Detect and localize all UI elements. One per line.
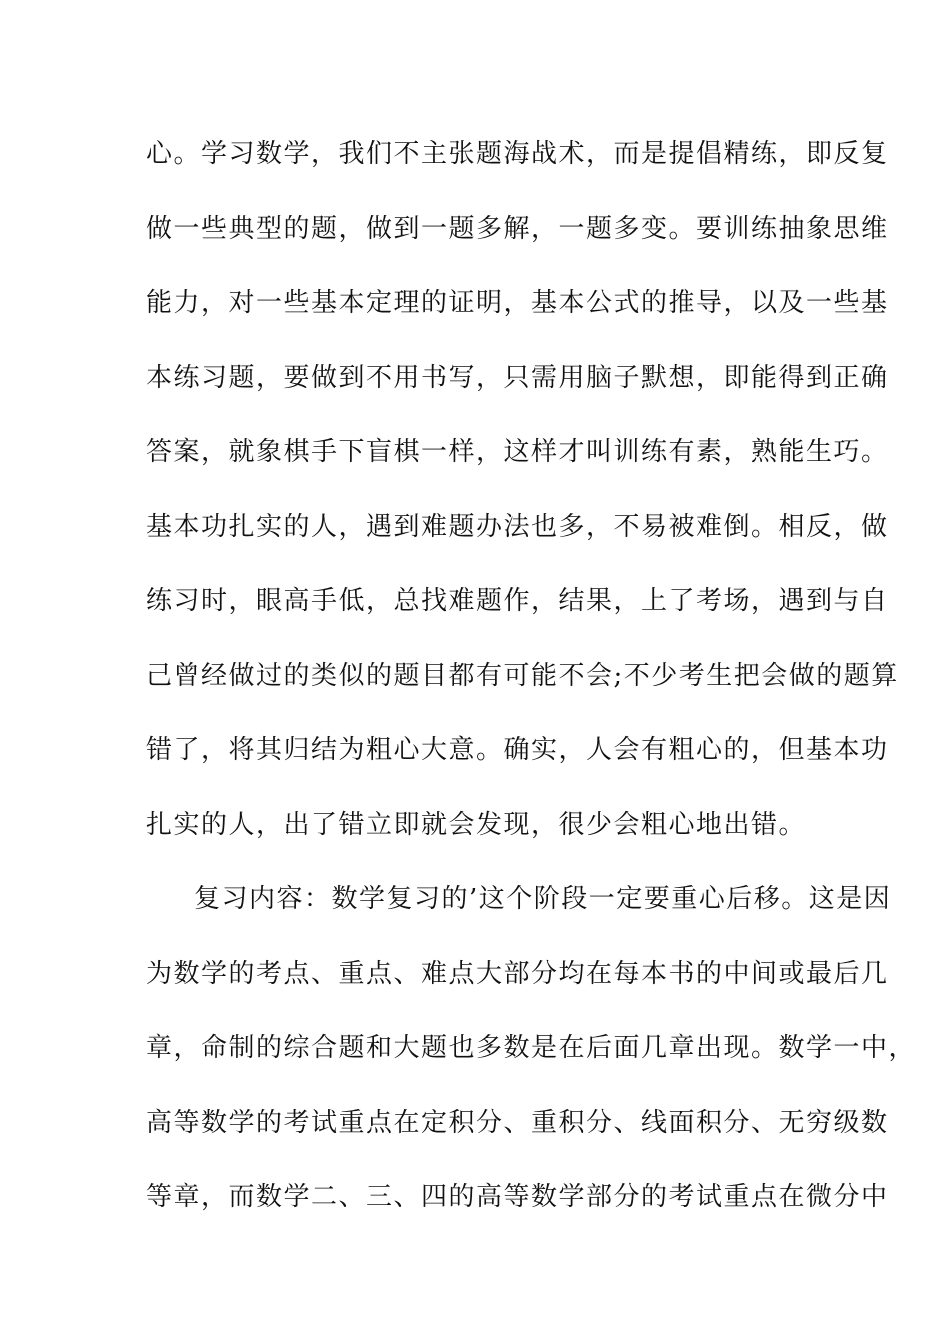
text-line: 扎实的人，出了错立即就会发现，很少会粗心地出错。 — [146, 809, 807, 840]
body-text — [146, 131, 917, 1249]
text-line: 答案，就象棋手下盲棋一样，这样才叫训练有素，熟能生巧。 — [146, 437, 889, 467]
text-line: 练习时，眼高手低，总找难题作，结果，上了考场，遇到与自 — [146, 586, 889, 616]
text-line: 高等数学的考试重点在定积分、重积分、线面积分、无穷级数 — [146, 1107, 889, 1138]
paragraph-start-line: 复习内容：数学复习的’这个阶段一定要重心后移。这是因 — [194, 884, 892, 914]
text-line: 为数学的考点、重点、难点大部分均在每本书的中间或最后几 — [146, 958, 889, 989]
text-line: 能力，对一些基本定理的证明，基本公式的推导，以及一些基 — [146, 288, 889, 318]
text-line: 等章，而数学二、三、四的高等数学部分的考试重点在微分中 — [146, 1182, 889, 1212]
text-line: 心。学习数学，我们不主张题海战术，而是提倡精练，即反复 — [146, 139, 889, 169]
text-line: 错了，将其归结为粗心大意。确实，人会有粗心的，但基本功 — [146, 735, 889, 765]
text-line: 本练习题，要做到不用书写，只需用脑子默想，即能得到正确 — [146, 362, 889, 393]
text-line: 章，命制的综合题和大题也多数是在后面几章出现。数学一中， — [146, 1033, 917, 1063]
text-line: 基本功扎实的人，遇到难题办法也多，不易被难倒。相反，做 — [146, 511, 889, 542]
text-line: 做一些典型的题，做到一题多解，一题多变。要训练抽象思维 — [146, 213, 889, 244]
text-line: 己曾经做过的类似的题目都有可能不会;不少考生把会做的题算 — [146, 660, 899, 691]
